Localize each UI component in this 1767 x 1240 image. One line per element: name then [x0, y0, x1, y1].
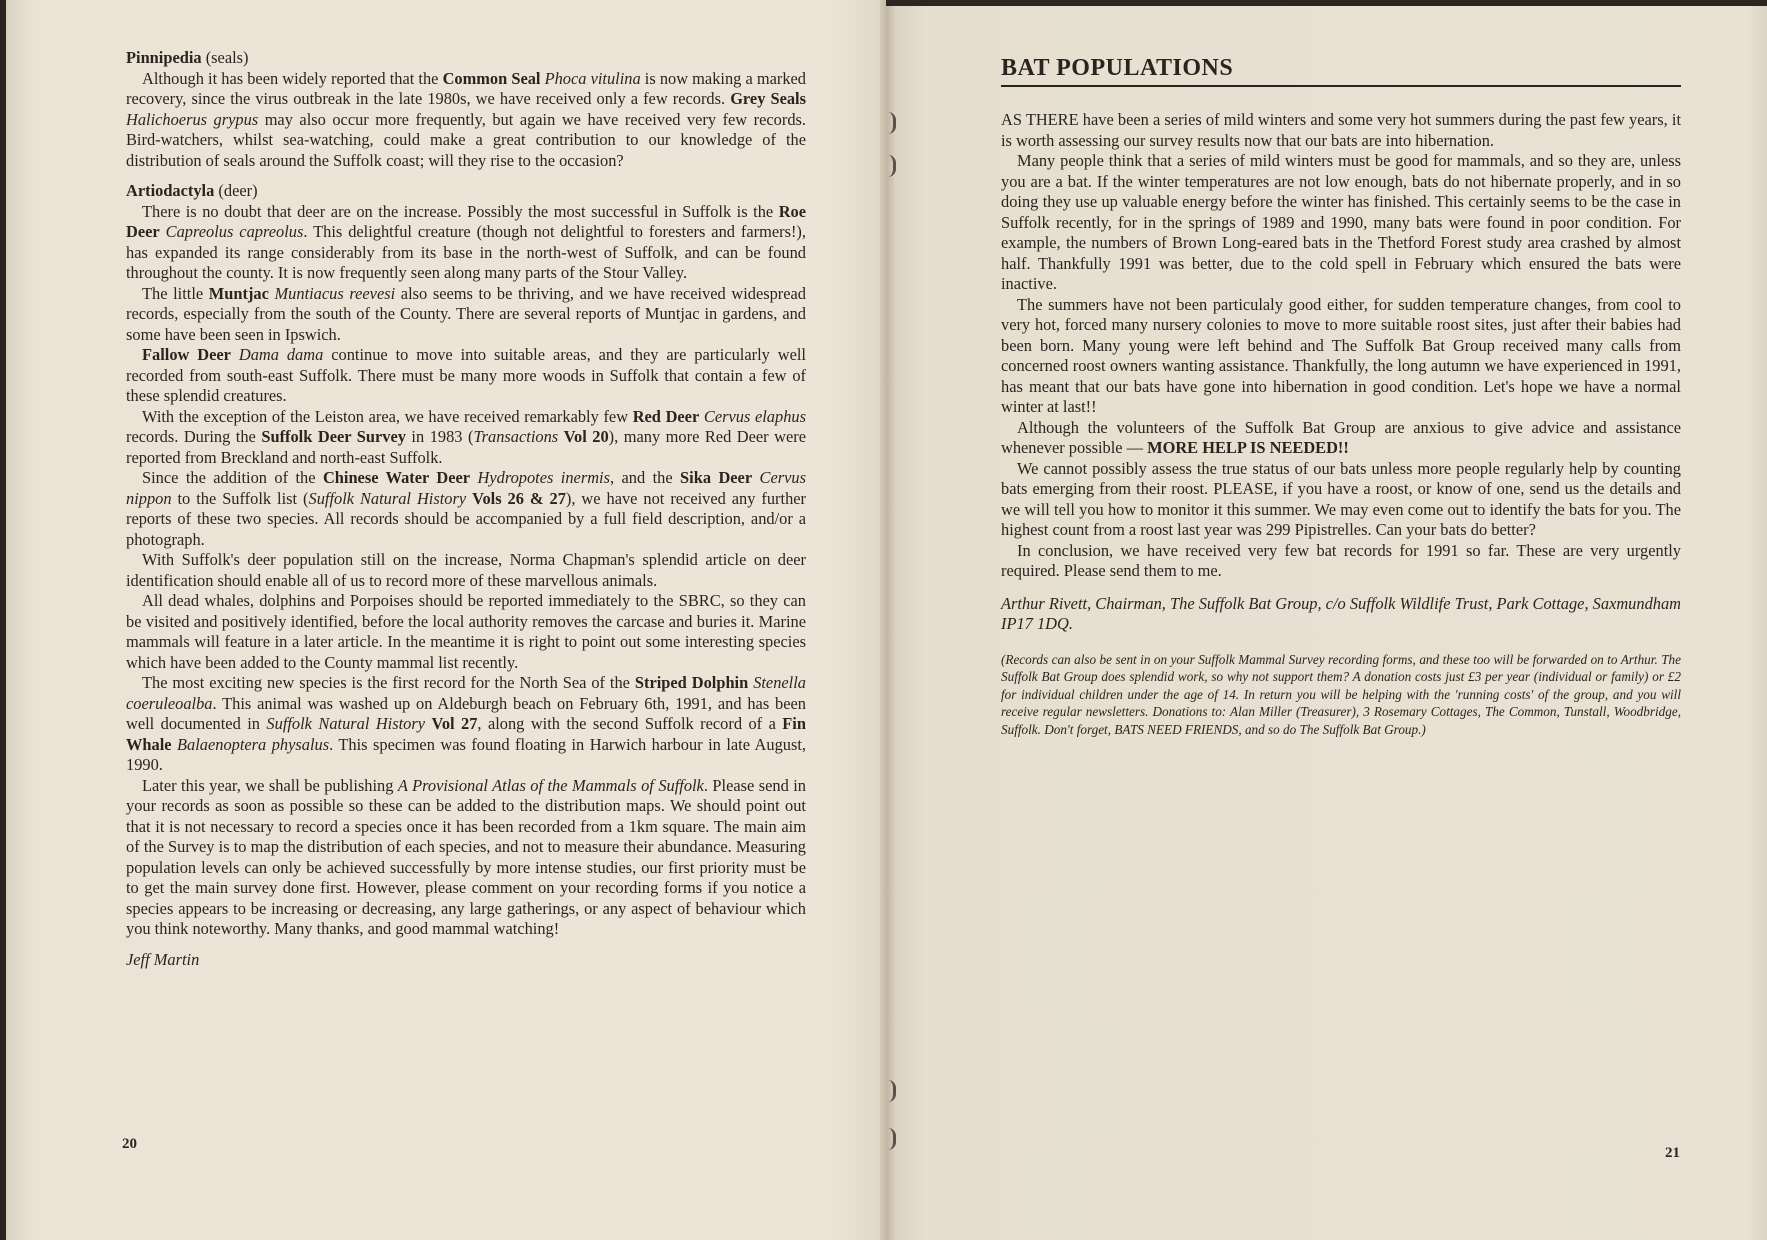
right-page	[886, 0, 1767, 1240]
page-edge-shadow	[886, 0, 1767, 6]
body-paragraph: Fallow Deer Dama dama continue to move into suitable areas, and they are particularly well recorded from south-east Suffolk. There must be many more woods in Suffolk that contain a few of these splendid creatures.	[126, 345, 806, 405]
right-page-text	[1001, 110, 1681, 738]
body-paragraph: Later this year, we shall be publishing A Provisional Atlas of the Mammals of Suffolk. Please send in your records as soon as possible so these can be added to the distribution maps. We should point out that it is not necessary to record a species once it has been recorded from a 1km square. The main aim of the Survey is to map the distribution of each species, and not to measure their abundance. Measuring population levels can only be achieved successfully by more intense studies, our first priority must be to get the main survey done first. However, please comment on your recording forms if you notice a species appears to be increasing or decreasing, any large gatherings, or any aspect of behaviour which you think noteworthy. Many thanks, and good mammal watching!	[126, 775, 806, 938]
editor-note: (Records can also be sent in on your Suffolk Mammal Survey recording forms, and these too will be forwarded on to Arthur. The Suffolk Bat Group does splendid work, so why not support them? A donation costs just £3 per year (individual or family) or £2 for individual children under the age of 14. In return you will be helping with the 'running costs' of the group, and you will receive regular newsletters. Donations to: Alan Miller (Treasurer), 3 Rosemary Cottages, The Common, Tunstall, Woodbridge, Suffolk. Don't forget, BATS NEED FRIENDS, and so do The Suffolk Bat Group.)	[1001, 651, 1681, 737]
page-number-right: 21	[1665, 1145, 1680, 1161]
left-page-text	[126, 48, 806, 970]
body-paragraph: All dead whales, dolphins and Porpoises should be reported immediately to the SBRC, so they can be visited and positively identified, before the local authority removes the carcase and buries it. Marine mammals will feature in a later article. In the meantime it is right to point out some interesting species which have been added to the County mammal list recently.	[126, 591, 806, 672]
book-spine	[880, 0, 894, 1240]
body-paragraph: Although the volunteers of the Suffolk Bat Group are anxious to give advice and assistance whenever possible — MORE HELP IS NEEDED!!	[1001, 417, 1681, 457]
body-paragraph: With Suffolk's deer population still on the increase, Norma Chapman's splendid article on deer identification should enable all of us to record more of these marvellous animals.	[126, 550, 806, 590]
body-paragraph: Since the addition of the Chinese Water Deer Hydropotes inermis, and the Sika Deer Cervus nippon to the Suffolk list (Suffolk Natural History Vols 26 & 27), we have not received any further reports of these two species. All records should be accompanied by a full field description, and/or a photograph.	[126, 468, 807, 549]
page-number-left: 20	[122, 1136, 137, 1152]
author-signature: Jeff Martin	[126, 949, 200, 969]
body-paragraph: The most exciting new species is the first record for the North Sea of the Striped Dolphin Stenella coeruleoalba. This animal was washed up on Aldeburgh beach on February 6th, 1991, and has been well documented in Suffolk Natural History Vol 27, along with the second Suffolk record of a Fin Whale Balaenoptera physalus. This specimen was found floating in Harwich harbour in late August, 1990.	[126, 673, 807, 774]
body-paragraph: AS THERE have been a series of mild winters and some very hot summers during the past few years, it is worth assessing our survey results now that our bats are into hibernation.	[1001, 110, 1681, 150]
section-heading: Artiodactyla (deer)	[126, 181, 258, 200]
author-signature: Arthur Rivett, Chairman, The Suffolk Bat Group, c/o Suffolk Wildlife Trust, Park Cottage, Saxmundham IP17 1DQ.	[1001, 593, 1681, 633]
body-paragraph: Many people think that a series of mild winters must be good for mammals, and so they are, unless you are a bat. If the winter temperatures are not low enough, bats do not hibernate properly, and in so doing they use up valuable energy before the winter has finished. This certainly seems to be the case in Suffolk recently, for in the springs of 1989 and 1990, many bats were found in poor condition. For example, the numbers of Brown Long-eared bats in the Thetford Forest study area crashed by almost half. Thankfully 1991 was better, due to the cold spell in February which ensured the bats were inactive.	[1001, 151, 1681, 293]
section-heading: Pinnipedia (seals)	[126, 48, 249, 67]
body-paragraph: In conclusion, we have received very few bat records for 1991 so far. These are very urgently required. Please send them to me.	[1001, 540, 1681, 580]
body-paragraph: There is no doubt that deer are on the increase. Possibly the most successful in Suffolk is the Roe Deer Capreolus capreolus. This delightful creature (though not delightful to foresters and farmers!), has expanded its range considerably from its base in the north-west of Suffolk, and can be found throughout the county. It is now frequently seen along many parts of the Stour Valley.	[126, 201, 806, 282]
body-paragraph: With the exception of the Leiston area, we have received remarkably few Red Deer Cervus elaphus records. During the Suffolk Deer Survey in 1983 (Transactions Vol 20), many more Red Deer were reported from Breckland and north-east Suffolk.	[126, 406, 806, 467]
body-paragraph: We cannot possibly assess the true status of our bats unless more people regularly help by counting bats emerging from their roost. PLEASE, if you have a roost, or know of one, send us the details and we will tell you how to monitor it this summer. We may even come out to identify the bats for you. The highest count from a roost last year was 299 Pipistrelles. Can your bats do better?	[1001, 458, 1681, 539]
body-paragraph: The summers have not been particulaly good either, for sudden temperature changes, from cool to very hot, forced many nursery colonies to move to more suitable roost sites, just after their babies had been born. Many young were left behind and The Suffolk Bat Group received many calls from concerned roost owners wanting assistance. Thankfully, the long autumn we have experienced in 1991, has meant that our bats have gone into hibernation in good condition. Let's hope we have a normal winter at last!!	[1001, 294, 1681, 416]
page-title: BAT POPULATIONS	[1001, 55, 1681, 87]
body-paragraph: The little Muntjac Muntiacus reevesi also seems to be thriving, and we have received widespread records, especially from the south of the County. There are several reports of Muntjac in gardens, and some have been seen in Ipswich.	[126, 283, 806, 344]
body-paragraph: Although it has been widely reported that the Common Seal Phoca vitulina is now making a marked recovery, since the virus outbreak in the late 1980s, we have received only a few records. Grey Seals Halichoerus grypus may also occur more frequently, but again we have received very few records. Bird-watchers, whilst sea-watching, could make a great contribution to our knowledge of the distribution of seals around the Suffolk coast; will they rise to the occasion?	[126, 68, 806, 170]
